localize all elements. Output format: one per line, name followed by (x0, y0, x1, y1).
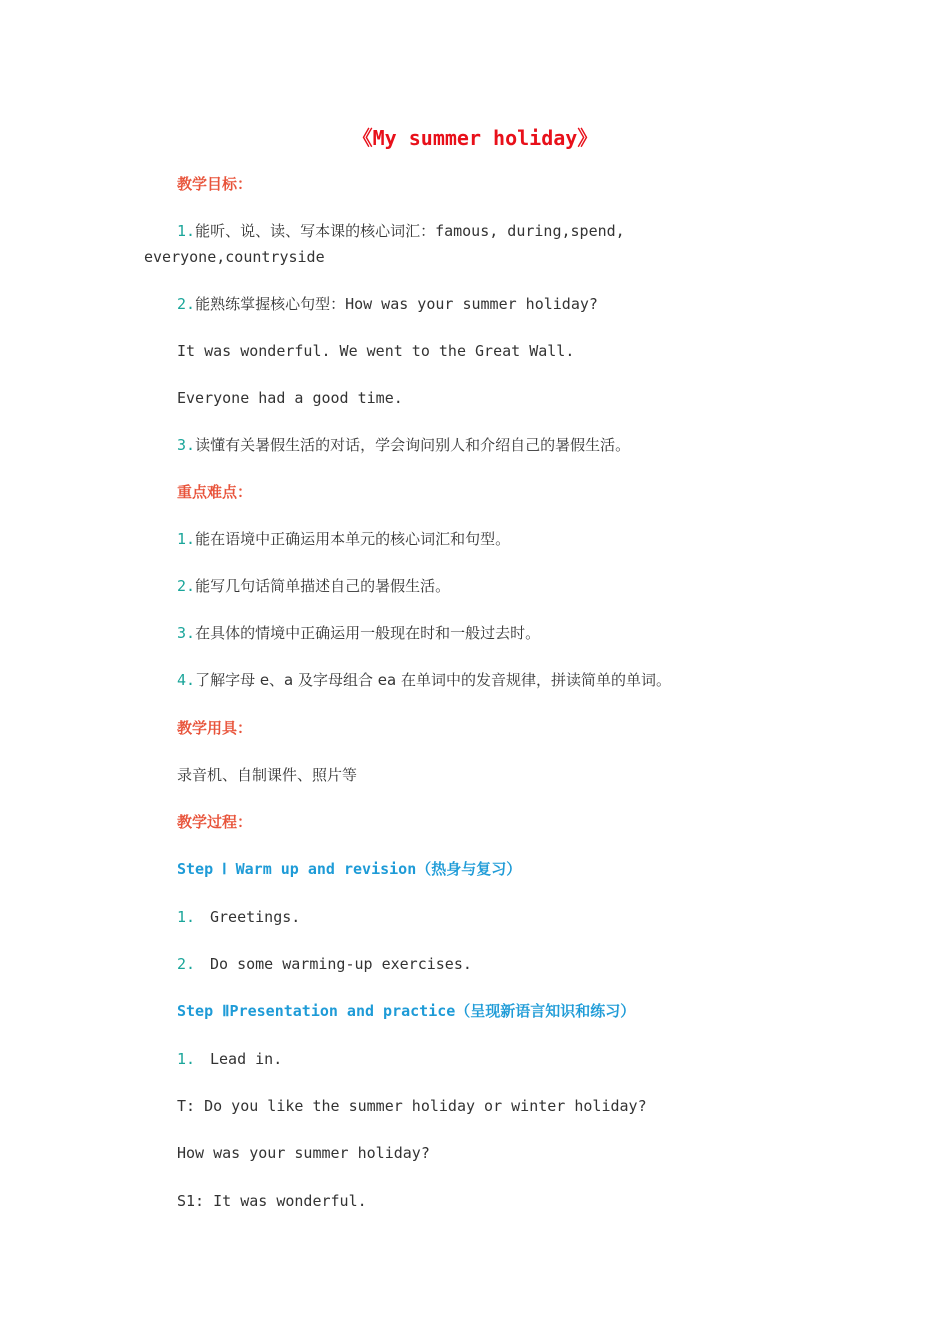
objective-item-1-continuation: everyone,countryside (144, 248, 325, 266)
objective-item-2-line-3: Everyone had a good time. (177, 389, 403, 407)
key-point-item-1-text: 能在语境中正确运用本单元的核心词汇和句型。 (195, 530, 511, 548)
tools-text: 录音机、自制课件、照片等 (177, 766, 358, 784)
key-point-item-3 (177, 622, 540, 644)
key-point-item-1-number: 1. (177, 530, 196, 548)
process-heading: 教学过程： (177, 813, 253, 831)
objective-item-2-line-2: It was wonderful. We went to the Great Wall. (177, 342, 575, 360)
document-title: 《My summer holiday》 (352, 126, 598, 150)
step-1-item-2 (177, 953, 472, 975)
step-1-heading: Step Ⅰ Warm up and revision（热身与复习） (177, 860, 522, 878)
step-1-item-2-text: Do some warming-up exercises. (210, 955, 472, 973)
objective-item-1-number: 1. (177, 222, 196, 240)
dialogue-line-1: T: Do you like the summer holiday or winter holiday? (177, 1097, 647, 1115)
key-point-item-2 (177, 575, 450, 597)
objective-item-3-text: 读懂有关暑假生活的对话，学会询问别人和介绍自己的暑假生活。 (195, 436, 631, 454)
step-1-item-2-number: 2. (177, 955, 196, 973)
step-1-item-1-number: 1. (177, 908, 196, 926)
dialogue-line-3: S1: It was wonderful. (177, 1192, 367, 1210)
step-1-item-1-text: Greetings. (210, 908, 301, 926)
objective-item-3 (177, 434, 630, 456)
objective-item-2 (177, 293, 598, 315)
objective-item-2-text: 能熟练掌握核心句型：How was your summer holiday? (195, 295, 598, 313)
objective-item-1 (177, 220, 625, 242)
objective-item-1-text: 能听、说、读、写本课的核心词汇：famous, during,spend, (195, 222, 625, 240)
step-2-item-1-number: 1. (177, 1050, 196, 1068)
key-point-item-4-text: 了解字母 e、a 及字母组合 ea 在单词中的发音规律，拼读简单的单词。 (195, 671, 671, 689)
objective-item-3-number: 3. (177, 436, 196, 454)
key-point-item-3-number: 3. (177, 624, 196, 642)
key-points-heading: 重点难点： (177, 483, 253, 501)
key-point-item-2-text: 能写几句话简单描述自己的暑假生活。 (195, 577, 451, 595)
step-2-item-1-text: Lead in. (210, 1050, 283, 1068)
step-2-item-1 (177, 1048, 282, 1070)
key-point-item-3-text: 在具体的情境中正确运用一般现在时和一般过去时。 (195, 624, 541, 642)
tools-heading: 教学用具： (177, 719, 253, 737)
dialogue-line-2: How was your summer holiday? (177, 1144, 430, 1162)
objective-item-2-number: 2. (177, 295, 196, 313)
step-1-item-1 (177, 906, 300, 928)
step-2-heading: Step ⅡPresentation and practice（呈现新语言知识和练习） (177, 1002, 636, 1020)
key-point-item-4 (177, 669, 671, 691)
key-point-item-2-number: 2. (177, 577, 196, 595)
key-point-item-1 (177, 528, 510, 550)
objectives-heading: 教学目标： (177, 175, 253, 193)
key-point-item-4-number: 4. (177, 671, 196, 689)
